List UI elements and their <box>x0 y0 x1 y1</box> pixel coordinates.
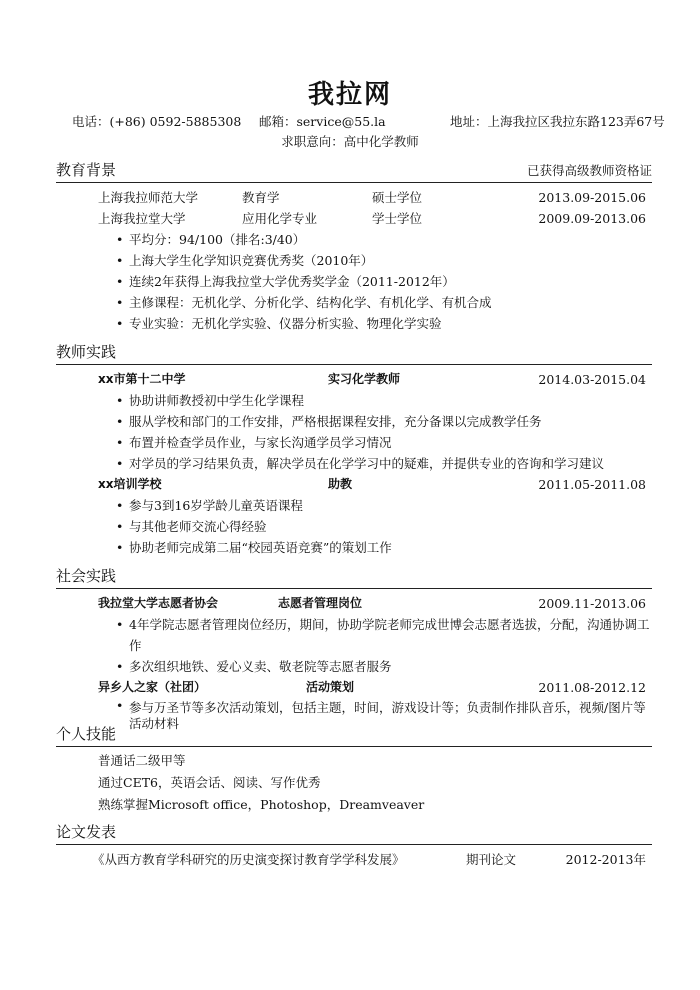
section-header <box>56 822 652 845</box>
date-range: 2009.09-2013.06 <box>538 211 646 226</box>
skill-item: 通过CET6，英语会话、阅读、写作优秀 <box>98 775 321 790</box>
list-item: • 平均分：94/100（排名:3/40） <box>56 229 652 250</box>
section-skills <box>56 724 652 816</box>
job-row <box>56 593 652 614</box>
list-item: • 对学员的学习结果负责，解决学员在化学学习中的疑难，并提供专业的咨询和学习建议 <box>56 453 652 474</box>
section-papers <box>56 822 652 870</box>
job-bullets <box>56 614 652 677</box>
list-item: • 协助讲师教授初中学生化学课程 <box>56 390 652 411</box>
list-item: • 专业实验：无机化学实验、仪器分析实验、物理化学实验 <box>56 313 652 334</box>
education-bullets <box>56 229 652 334</box>
skill-item: 熟练掌握Microsoft office，Photoshop，Dreamveaver <box>98 797 425 812</box>
major: 应用化学专业 <box>242 211 318 226</box>
section-title: 教师实践 <box>56 343 117 361</box>
list-item: • 协助老师完成第二届“校园英语竞赛”的策划工作 <box>56 537 652 558</box>
section-social <box>56 566 652 735</box>
job-row <box>56 369 652 390</box>
paper-type: 期刊论文 <box>466 852 517 867</box>
list-item: • 与其他老师交流心得经验 <box>56 516 652 537</box>
section-title: 论文发表 <box>56 823 117 841</box>
list-item: • 多次组织地铁、爱心义卖、敬老院等志愿者服务 <box>56 656 652 677</box>
paper-title: 《从西方教育学科研究的历史演变探讨教育学学科发展》 <box>92 852 405 867</box>
list-item: • 4年学院志愿者管理岗位经历，期间，协助学院老师完成世博会志愿者选拔，分配，沟通协调工作 <box>56 614 652 656</box>
section-header <box>56 342 652 365</box>
list-item: • 连续2年获得上海我拉堂大学优秀奖学金（2011-2012年） <box>56 271 652 292</box>
list-item: • 主修课程：无机化学、分析化学、结构化学、有机化学、有机合成 <box>56 292 652 313</box>
date-range: 2014.03-2015.04 <box>538 372 646 387</box>
list-item: • 上海大学生化学知识竞赛优秀奖（2010年） <box>56 250 652 271</box>
section-header <box>56 160 652 183</box>
section-header <box>56 566 652 589</box>
education-row <box>56 187 652 208</box>
job-row <box>56 474 652 495</box>
paper-year: 2012-2013年 <box>565 852 646 867</box>
date-range: 2011.08-2012.12 <box>538 680 646 695</box>
section-title: 教育背景 <box>56 161 117 179</box>
section-title: 个人技能 <box>56 725 117 743</box>
list-item: • 服从学校和部门的工作安排，严格根据课程安排，充分备课以完成教学任务 <box>56 411 652 432</box>
contact-email: 邮箱：service@55.la <box>259 114 386 129</box>
section-teaching <box>56 342 652 558</box>
organization-name: 我拉堂大学志愿者协会 <box>98 596 219 610</box>
school-name: 上海我拉师范大学 <box>98 190 199 205</box>
contact-address: 地址：上海我拉区我拉东路123弄67号 <box>450 114 665 129</box>
contact-phone: 电话：(+86) 0592-5885308 <box>72 114 242 129</box>
degree: 学士学位 <box>372 211 423 226</box>
skill-item: 普通话二级甲等 <box>98 753 186 768</box>
job-bullets <box>56 390 652 474</box>
job-bullets <box>56 495 652 558</box>
degree: 硕士学位 <box>372 190 423 205</box>
section-education <box>56 160 652 334</box>
job-role: 活动策划 <box>306 680 355 694</box>
paper-row <box>56 849 652 870</box>
organization-name: xx培训学校 <box>98 477 162 491</box>
date-range: 2011.05-2011.08 <box>538 477 646 492</box>
section-title: 社会实践 <box>56 567 117 585</box>
job-row <box>56 677 652 698</box>
list-item: • 参与万圣节等多次活动策划，包括主题，时间，游戏设计等；负责制作排队音乐，视频/图片等活动材料 <box>56 698 652 735</box>
organization-name: 异乡人之家（社团） <box>98 680 207 694</box>
date-range: 2009.11-2013.06 <box>538 596 646 611</box>
job-objective: 求职意向：高中化学教师 <box>281 134 419 149</box>
certificate-note: 已获得高级教师资格证 <box>526 163 652 178</box>
school-name: 上海我拉堂大学 <box>98 211 186 226</box>
date-range: 2013.09-2015.06 <box>538 190 646 205</box>
list-item: • 布置并检查学员作业，与家长沟通学员学习情况 <box>56 432 652 453</box>
job-role: 助教 <box>328 477 353 491</box>
resume-name: 我拉网 <box>307 80 392 110</box>
job-role: 志愿者管理岗位 <box>278 596 363 610</box>
list-item: • 参与3到16岁学龄儿童英语课程 <box>56 495 652 516</box>
education-row <box>56 208 652 229</box>
organization-name: xx市第十二中学 <box>98 372 186 386</box>
job-role: 实习化学教师 <box>328 372 401 386</box>
major: 教育学 <box>242 190 280 205</box>
section-header <box>56 724 652 747</box>
